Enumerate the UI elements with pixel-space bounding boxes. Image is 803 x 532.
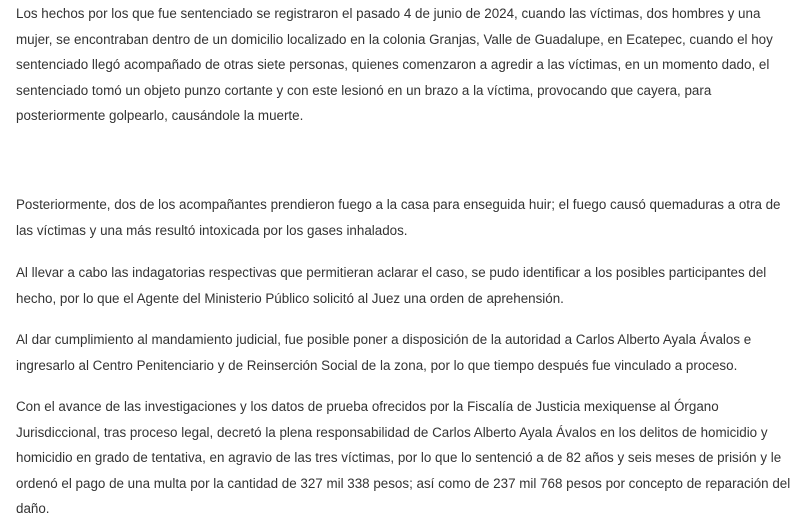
article-paragraph-1: Los hechos por los que fue sentenciado se registraron el pasado 4 de junio de 2024, cuando las víctimas, dos hombres y una mujer, se encontraban dentro de un domicilio localizado en la colonia Granjas, Valle de Guadalupe, en Ecatepec, cuando el hoy sentenciado llegó acompañado de otras siete personas, quienes comenzaron a agredir a las víctimas, en un momento dado, el sentenciado tomó un objeto punzo cortante y con este lesionó en un brazo a la víctima, provocando que cayera, para posteriormente golpearlo, causándole la muerte.	[16, 6, 773, 123]
article-paragraph-5: Con el avance de las investigaciones y los datos de prueba ofrecidos por la Fiscalía de Justicia mexiquense al Órgano Jurisdiccional, tras proceso legal, decretó la plena responsabilidad de Carlos Alberto Ayala Ávalos en los delitos de homicidio y homicidio en grado de tentativa, en agravio de las tres víctimas, por lo que lo sentenció a de 82 años y seis meses de prisión y le ordenó el pago de una multa por la cantidad de 327 mil 338 pesos; así como de 237 mil 768 pesos por concepto de reparación del daño.	[16, 399, 791, 516]
article-paragraph-2: Posteriormente, dos de los acompañantes prendieron fuego a la casa para enseguida huir; el fuego causó quemaduras a otra de las víctimas y una más resultó intoxicada por los gases inhalados.	[16, 197, 781, 238]
article-paragraph-4: Al dar cumplimiento al mandamiento judicial, fue posible poner a disposición de la autoridad a Carlos Alberto Ayala Ávalos e ingresarlo al Centro Penitenciario y de Reinserción Social de la zona, por lo que tiempo después fue vinculado a proceso.	[16, 332, 752, 373]
article-paragraph-3: Al llevar a cabo las indagatorias respectivas que permitieran aclarar el caso, se pudo identificar a los posibles participantes del hecho, por lo que el Agente del Ministerio Público solicitó al Juez una orden de aprehensión.	[16, 265, 767, 306]
